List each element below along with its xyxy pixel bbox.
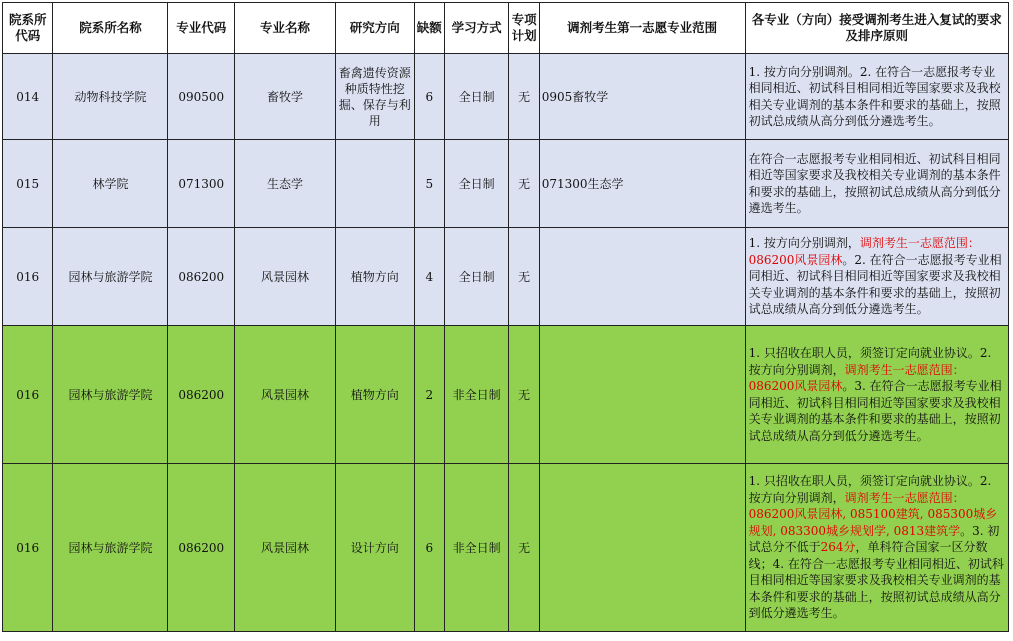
vacancy-cell: 6 [414,464,444,632]
vacancy-cell: 5 [414,140,444,228]
vacancy-cell: 6 [414,54,444,140]
dept-name-cell: 动物科技学院 [53,54,168,140]
major-name-cell: 风景园林 [235,326,336,464]
header-dept-name: 院系所名称 [53,3,168,54]
table-row [3,464,1009,632]
requirements-cell [745,54,1008,140]
dept-name-cell: 园林与旅游学院 [53,326,168,464]
vacancy-cell: 2 [414,326,444,464]
header-major-code: 专业代码 [168,3,235,54]
req-text: 1. 按方向分别调剂， [748,236,860,251]
req-text: ，单科符合国家一区分数线；4. 在符合一志愿报考专业相同相近、初试科目相同相近等国家要求及我校相关专业调剂的基本条件和要求的基础上，按照初试总成绩从高分到低分遴选考生。 [748,540,1004,621]
req-text-highlight: 调剂考生一志愿范围：086200风景园林 [748,236,980,267]
dept-code-cell: 015 [3,140,53,228]
table-row [3,228,1009,326]
req-text: 。3. 在符合一志愿报考专业相同相近、初试科目相同相近等国家要求及我校相关专业调剂的基本条件和要求的基础上，按照初试总成绩从高分到低分遴选考生。 [748,379,1002,443]
header-row [3,3,1009,54]
requirements-cell [745,228,1008,326]
req-text-highlight: 调剂考生一志愿范围：086200风景园林, 085100建筑, 085300城乡规划, 083300城乡规划学, 0813建筑学 [748,490,998,538]
req-text: 。3. 初试总分不低于 [748,523,1000,555]
header-requirements: 各专业（方向）接受调剂考生进入复试的要求及排序原则 [745,3,1008,54]
requirements-cell [745,464,1008,632]
header-scope: 调剂考生第一志愿专业范围 [539,3,745,54]
dept-name-cell: 园林与旅游学院 [53,464,168,632]
req-text-highlight: 264分 [820,540,856,555]
scope-cell [539,228,745,326]
dept-code-cell: 016 [3,326,53,464]
direction-cell [335,140,414,228]
dept-name-cell: 林学院 [53,140,168,228]
direction-cell: 植物方向 [335,228,414,326]
major-code-cell: 071300 [168,140,235,228]
requirements-cell [745,326,1008,464]
special-plan-cell: 无 [509,326,539,464]
header-direction: 研究方向 [335,3,414,54]
scope-cell [539,464,745,632]
direction-cell: 设计方向 [335,464,414,632]
table-row [3,140,1009,228]
scope-cell: 0905畜牧学 [539,54,745,140]
vacancy-cell: 4 [414,228,444,326]
study-mode-cell: 全日制 [444,140,509,228]
study-mode-cell: 全日制 [444,228,509,326]
special-plan-cell: 无 [509,140,539,228]
table-row [3,326,1009,464]
dept-name-cell: 园林与旅游学院 [53,228,168,326]
req-text: 1. 只招收在职人员，须签订定向就业协议。2. 按方向分别调剂， [748,474,992,505]
header-special-plan: 专项计划 [509,3,539,54]
dept-code-cell: 016 [3,228,53,326]
major-code-cell: 086200 [168,228,235,326]
req-text: 在符合一志愿报考专业相同相近、初试科目相同相近等国家要求及我校相关专业调剂的基本条件和要求的基础上，按照初试总成绩从高分到低分遴选考生。 [748,151,1001,215]
special-plan-cell: 无 [509,54,539,140]
direction-cell: 植物方向 [335,326,414,464]
req-text-highlight: 调剂考生一志愿范围：086200风景园林 [748,362,965,393]
header-dept-code: 院系所代码 [3,3,53,54]
study-mode-cell: 全日制 [444,54,509,140]
study-mode-cell: 非全日制 [444,464,509,632]
major-code-cell: 086200 [168,464,235,632]
req-text: 。2. 在符合一志愿报考专业相同相近、初试科目相同相近等国家要求及我校相关专业调剂的基本条件和要求的基础上，按照初试总成绩从高分到低分遴选考生。 [748,252,1002,317]
adjustment-table [2,2,1009,632]
req-text: 1. 只招收在职人员，须签订定向就业协议。2. 按方向分别调剂， [748,346,992,377]
direction-cell: 畜禽遗传资源种质特性挖掘、保存与利用 [335,54,414,140]
table-row [3,54,1009,140]
req-text: 1. 按方向分别调剂。2. 在符合一志愿报考专业相同相近、初试科目相同相近等国家要求及我校相关专业调剂的基本条件和要求的基础上，按照初试总成绩从高分到低分遴选考生。 [748,64,1001,128]
special-plan-cell: 无 [509,228,539,326]
dept-code-cell: 016 [3,464,53,632]
major-code-cell: 086200 [168,326,235,464]
requirements-cell [745,140,1008,228]
study-mode-cell: 非全日制 [444,326,509,464]
major-code-cell: 090500 [168,54,235,140]
header-study-mode: 学习方式 [444,3,509,54]
header-major-name: 专业名称 [235,3,336,54]
major-name-cell: 生态学 [235,140,336,228]
major-name-cell: 畜牧学 [235,54,336,140]
scope-cell [539,326,745,464]
major-name-cell: 风景园林 [235,228,336,326]
special-plan-cell: 无 [509,464,539,632]
scope-cell: 071300生态学 [539,140,745,228]
major-name-cell: 风景园林 [235,464,336,632]
header-vacancy: 缺额 [414,3,444,54]
dept-code-cell: 014 [3,54,53,140]
